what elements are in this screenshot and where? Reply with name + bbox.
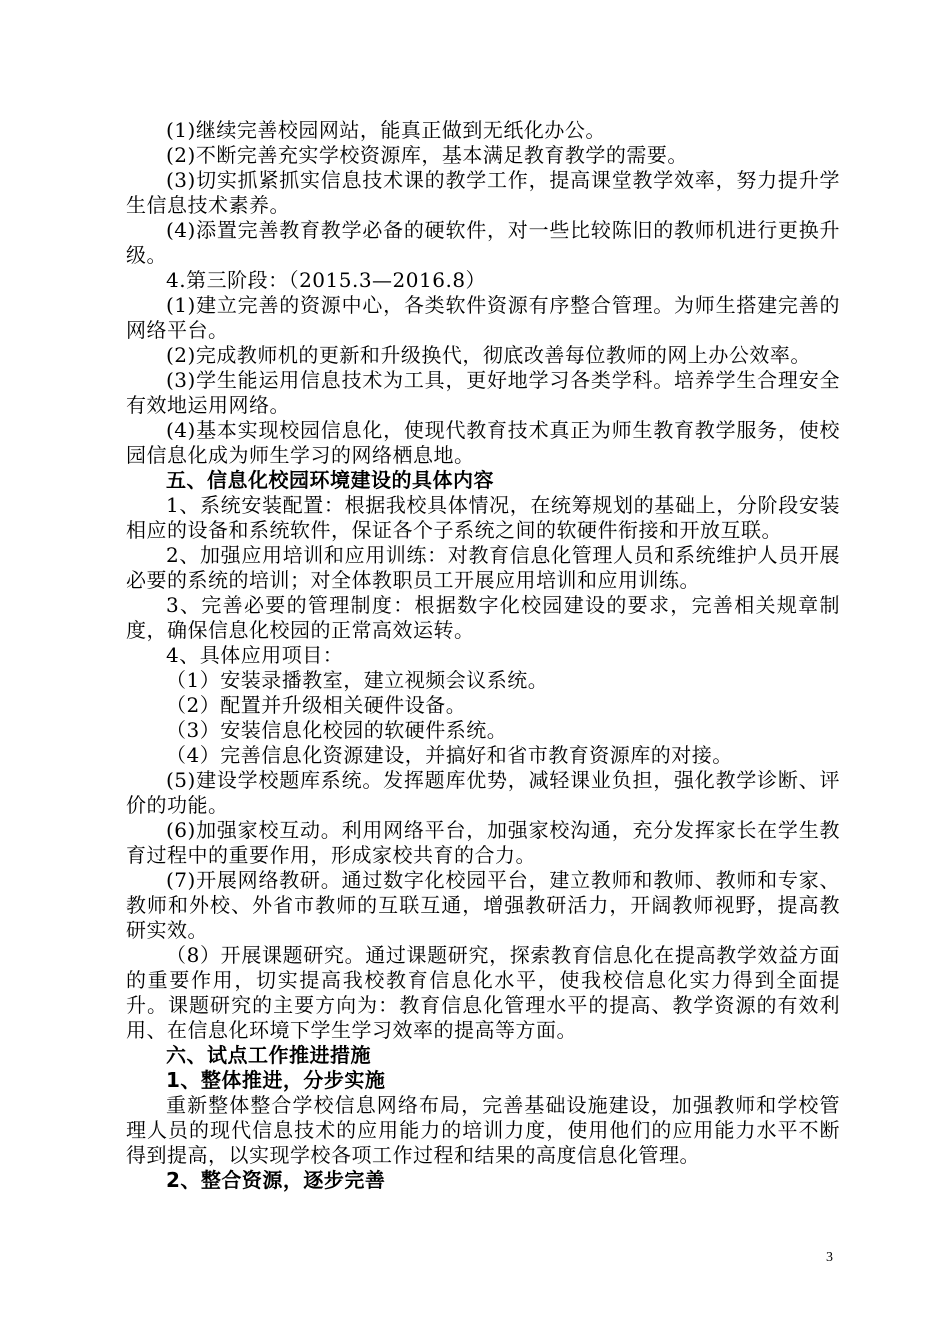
paragraph: (7)开展网络教研。通过数字化校园平台，建立教师和教师、教师和专家、教师和外校、外省市教师的互联互通，增强教研活力，开阔教师视野，提高教研实效。 [126,868,840,942]
paragraph: （3）安装信息化校园的软硬件系统。 [166,718,508,742]
paragraph: （1）安装录播教室，建立视频会议系统。 [166,668,549,692]
paragraph: (2)不断完善充实学校资源库，基本满足教育教学的需要。 [166,143,688,167]
paragraph: (6)加强家校互动。利用网络平台，加强家校沟通，充分发挥家长在学生教育过程中的重要作用，形成家校共育的合力。 [126,818,840,867]
paragraph: (3)切实抓紧抓实信息技术课的教学工作，提高课堂教学效率，努力提升学生信息技术素养。 [126,168,840,217]
paragraph: 3、完善必要的管理制度：根据数字化校园建设的要求，完善相关规章制度，确保信息化校园的正常高效运转。 [126,593,840,642]
paragraph: （4）完善信息化资源建设，并搞好和省市教育资源库的对接。 [166,743,733,767]
document-body [126,118,840,1193]
section-heading: 六、试点工作推进措施 [166,1043,371,1067]
paragraph: （8）开展课题研究。通过课题研究，探索教育信息化在提高教学效益方面的重要作用，切实提高我校教育信息化水平，使我校信息化实力得到全面提升。课题研究的主要方向为：教育信息化管理水平的提高、教学资源的有效利用、在信息化环境下学生学习效率的提高等方面。 [126,943,840,1042]
page-number: 3 [826,1250,833,1265]
paragraph: 1、系统安装配置：根据我校具体情况，在统筹规划的基础上，分阶段安装相应的设备和系统软件，保证各个子系统之间的软硬件衔接和开放互联。 [126,493,840,542]
paragraph: (4)基本实现校园信息化，使现代教育技术真正为师生教育教学服务，使校园信息化成为师生学习的网络栖息地。 [126,418,840,467]
section-heading: 2、整合资源，逐步完善 [166,1168,386,1192]
paragraph: (1)建立完善的资源中心，各类软件资源有序整合管理。为师生搭建完善的网络平台。 [126,293,840,342]
paragraph: 4.第三阶段：（2015.3—2016.8） [166,268,487,292]
paragraph: 2、加强应用培训和应用训练：对教育信息化管理人员和系统维护人员开展必要的系统的培训；对全体教职员工开展应用培训和应用训练。 [126,543,840,592]
paragraph: (2)完成教师机的更新和升级换代，彻底改善每位教师的网上办公效率。 [166,343,811,367]
paragraph: 4、具体应用项目： [166,643,344,667]
section-heading: 1、整体推进，分步实施 [166,1068,386,1092]
paragraph: (5)建设学校题库系统。发挥题库优势，减轻课业负担，强化教学诊断、评价的功能。 [126,768,840,817]
section-heading: 五、信息化校园环境建设的具体内容 [166,468,494,492]
paragraph: (1)继续完善校园网站，能真正做到无纸化办公。 [166,118,606,142]
paragraph: (4)添置完善教育教学必备的硬软件，对一些比较陈旧的教师机进行更换升级。 [126,218,840,267]
paragraph: （2）配置并升级相关硬件设备。 [166,693,467,717]
paragraph: (3)学生能运用信息技术为工具，更好地学习各类学科。培养学生合理安全有效地运用网络。 [126,368,840,417]
paragraph: 重新整体整合学校信息网络布局，完善基础设施建设，加强教师和学校管理人员的现代信息技术的应用能力的培训力度，使用他们的应用能力水平不断得到提高，以实现学校各项工作过程和结果的高度信息化管理。 [126,1093,840,1167]
